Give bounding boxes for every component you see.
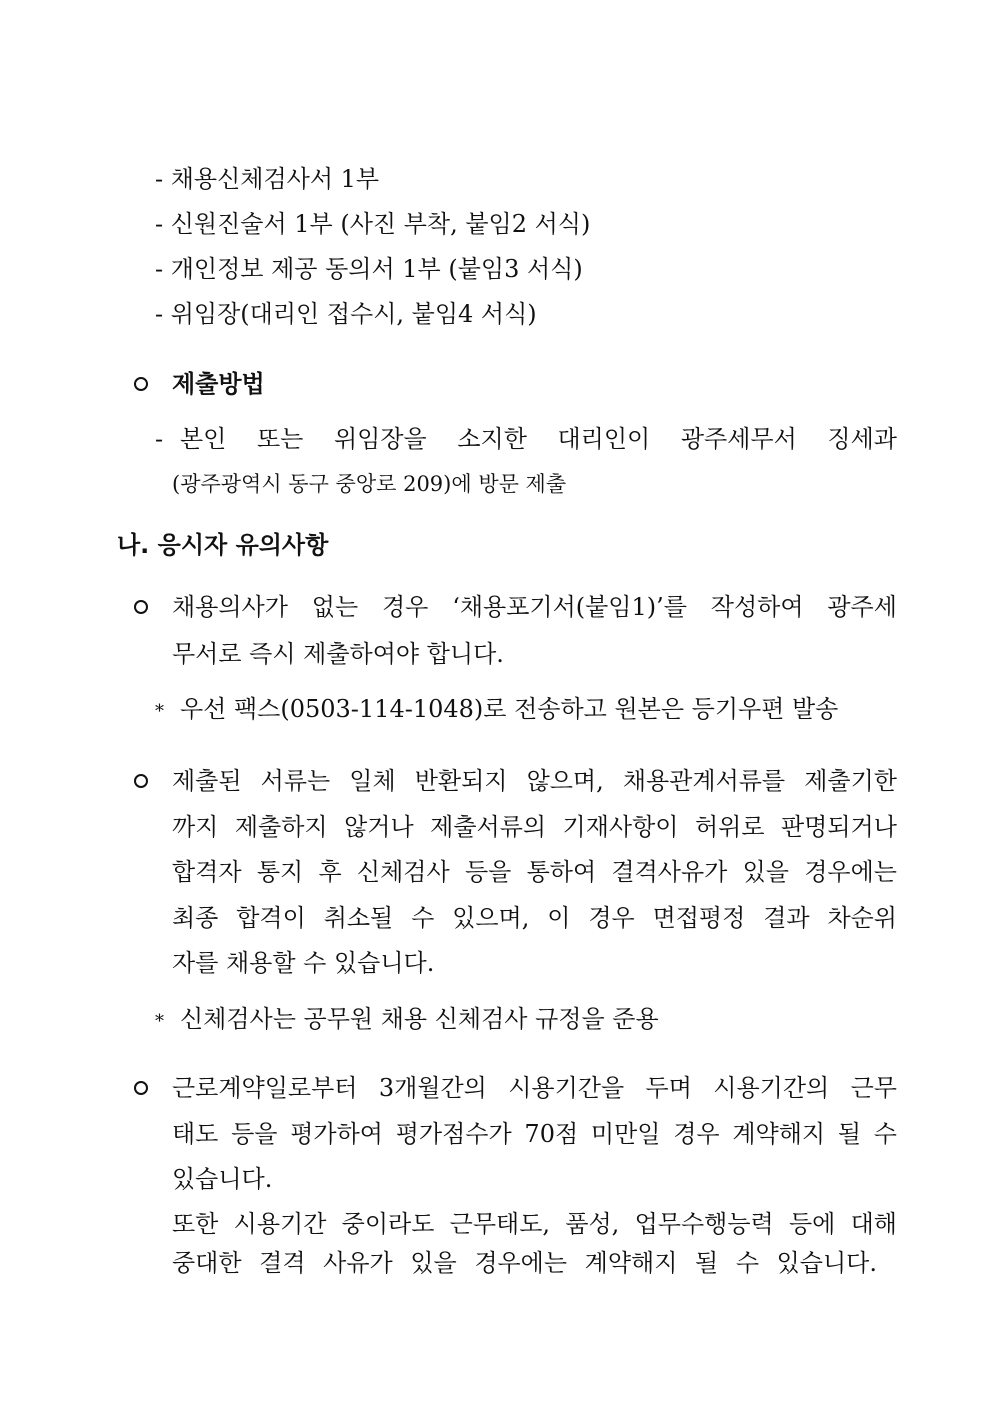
- star-mark: *: [155, 701, 164, 722]
- word: 근로계약일로부터: [172, 1074, 358, 1102]
- note-sub-line: 신체검사는 공무원 채용 신체검사 규정을 준용: [180, 1005, 659, 1033]
- word: 경우에는: [804, 858, 897, 886]
- attachment-item: - 개인정보 제공 동의서 1부 (붙임3 서식): [155, 255, 583, 283]
- word: 있습니다.: [776, 1249, 877, 1277]
- circle-bullet-icon: [134, 377, 148, 391]
- word: 징세과: [827, 425, 897, 453]
- word: 경우에는: [474, 1249, 568, 1277]
- word: 허위로: [694, 813, 765, 841]
- circle-bullet-icon: [134, 774, 148, 788]
- word: 판명되거나: [781, 813, 897, 841]
- circle-bullet-icon: [134, 600, 148, 614]
- note-line: 자를 채용할 수 있습니다.: [172, 949, 435, 977]
- word: 합격이: [236, 904, 306, 932]
- note-line: 무서로 즉시 제출하여야 합니다.: [172, 640, 504, 668]
- word: 없는: [311, 593, 359, 621]
- word: 결격사유가: [611, 858, 728, 886]
- word: 계약해지: [732, 1120, 826, 1148]
- word: 수: [873, 1120, 897, 1148]
- attachment-item: - 위임장(대리인 접수시, 붙임4 서식): [155, 300, 537, 328]
- submission-address-line: (광주광역시 동구 중앙로 209)에 방문 제출: [172, 472, 567, 496]
- word: 경우: [588, 904, 635, 932]
- word: 경우: [673, 1120, 720, 1148]
- submission-heading: 제출방법: [172, 370, 265, 398]
- note-line: [172, 857, 897, 887]
- word: 될: [695, 1249, 719, 1277]
- word: 중대한: [172, 1249, 242, 1277]
- note-line: [172, 1073, 897, 1103]
- word: 평가점수가: [395, 1120, 512, 1148]
- word: 근무: [850, 1074, 897, 1102]
- word: 사유가: [323, 1249, 393, 1277]
- word: 통하여: [526, 858, 597, 886]
- word: 시용기간을: [508, 1074, 625, 1102]
- word: 제출된: [172, 767, 242, 795]
- word: 업무수행능력: [634, 1210, 774, 1238]
- word: 신체검사: [356, 858, 450, 886]
- word: 소지한: [457, 425, 527, 453]
- submission-line: [180, 424, 897, 454]
- word: 위임장을: [333, 425, 427, 453]
- word: 제출서류의: [430, 813, 547, 841]
- word: 광주세무서: [680, 425, 797, 453]
- word: 두며: [645, 1074, 692, 1102]
- word: 본인: [180, 425, 227, 453]
- word: 있으며,: [452, 904, 530, 932]
- word: 3개월간의: [378, 1074, 487, 1102]
- word: 태도: [172, 1120, 219, 1148]
- circle-bullet-icon: [134, 1081, 148, 1095]
- word: 평가하여: [290, 1120, 383, 1148]
- note-line: [172, 1248, 877, 1278]
- word: 후: [318, 858, 342, 886]
- note-line: [172, 1119, 897, 1149]
- word: 등을: [464, 858, 512, 886]
- word: 취소될: [323, 904, 394, 932]
- note-line: 있습니다.: [172, 1165, 273, 1193]
- note-line: [172, 592, 897, 622]
- word: 또한: [172, 1210, 219, 1238]
- word: 결격: [259, 1249, 306, 1277]
- word: 등을: [231, 1120, 278, 1148]
- word: 또는: [256, 425, 304, 453]
- note-line: [172, 1209, 897, 1239]
- star-mark: *: [155, 1011, 164, 1032]
- word: 시용기간의: [713, 1074, 830, 1102]
- word: 않거나: [344, 813, 414, 841]
- attachment-item: - 신원진술서 1부 (사진 부착, 붙임2 서식): [155, 210, 591, 238]
- word: 채용관계서류를: [622, 767, 786, 795]
- word: 차순위: [827, 904, 897, 932]
- submission-dash: -: [155, 425, 164, 453]
- word: 있을: [410, 1249, 457, 1277]
- word: 까지: [172, 813, 219, 841]
- word: 제출하지: [234, 813, 328, 841]
- word: 결과: [763, 904, 810, 932]
- word: 대해: [850, 1210, 897, 1238]
- word: 수: [411, 904, 435, 932]
- note-line: [172, 766, 897, 796]
- note-line: [172, 903, 897, 933]
- word: 통지: [256, 858, 304, 886]
- word: 수: [735, 1249, 760, 1277]
- word: 70점: [524, 1120, 579, 1148]
- word: 작성하여: [710, 593, 804, 621]
- word: 대리인이: [557, 425, 651, 453]
- word: 품성,: [565, 1210, 620, 1238]
- word: 중이라도: [341, 1210, 435, 1238]
- note-sub-line: 우선 팩스(0503-114-1048)로 전송하고 원본은 등기우편 발송: [180, 695, 839, 723]
- section-title: 나. 응시자 유의사항: [117, 531, 329, 559]
- word: 계약해지: [584, 1249, 678, 1277]
- word: 합격자: [172, 858, 242, 886]
- word: ‘채용포기서(붙임1)’를: [452, 593, 687, 621]
- word: 있을: [742, 858, 789, 886]
- word: 근무태도,: [449, 1210, 551, 1238]
- word: 이: [547, 904, 571, 932]
- word: 등에: [788, 1210, 836, 1238]
- word: 제출기한: [804, 767, 897, 795]
- word: 않으며,: [526, 767, 604, 795]
- note-line: [172, 812, 897, 842]
- word: 경우: [381, 593, 429, 621]
- word: 면접평정: [652, 904, 746, 932]
- attachment-item: - 채용신체검사서 1부: [155, 165, 380, 193]
- word: 될: [837, 1120, 862, 1148]
- word: 일체: [349, 767, 396, 795]
- word: 최종: [172, 904, 219, 932]
- word: 서류는: [260, 767, 331, 795]
- word: 기재사항이: [562, 813, 679, 841]
- word: 광주세: [827, 593, 897, 621]
- word: 채용의사가: [172, 593, 288, 621]
- word: 시용기간: [233, 1210, 327, 1238]
- word: 반환되지: [414, 767, 508, 795]
- word: 미만일: [590, 1120, 661, 1148]
